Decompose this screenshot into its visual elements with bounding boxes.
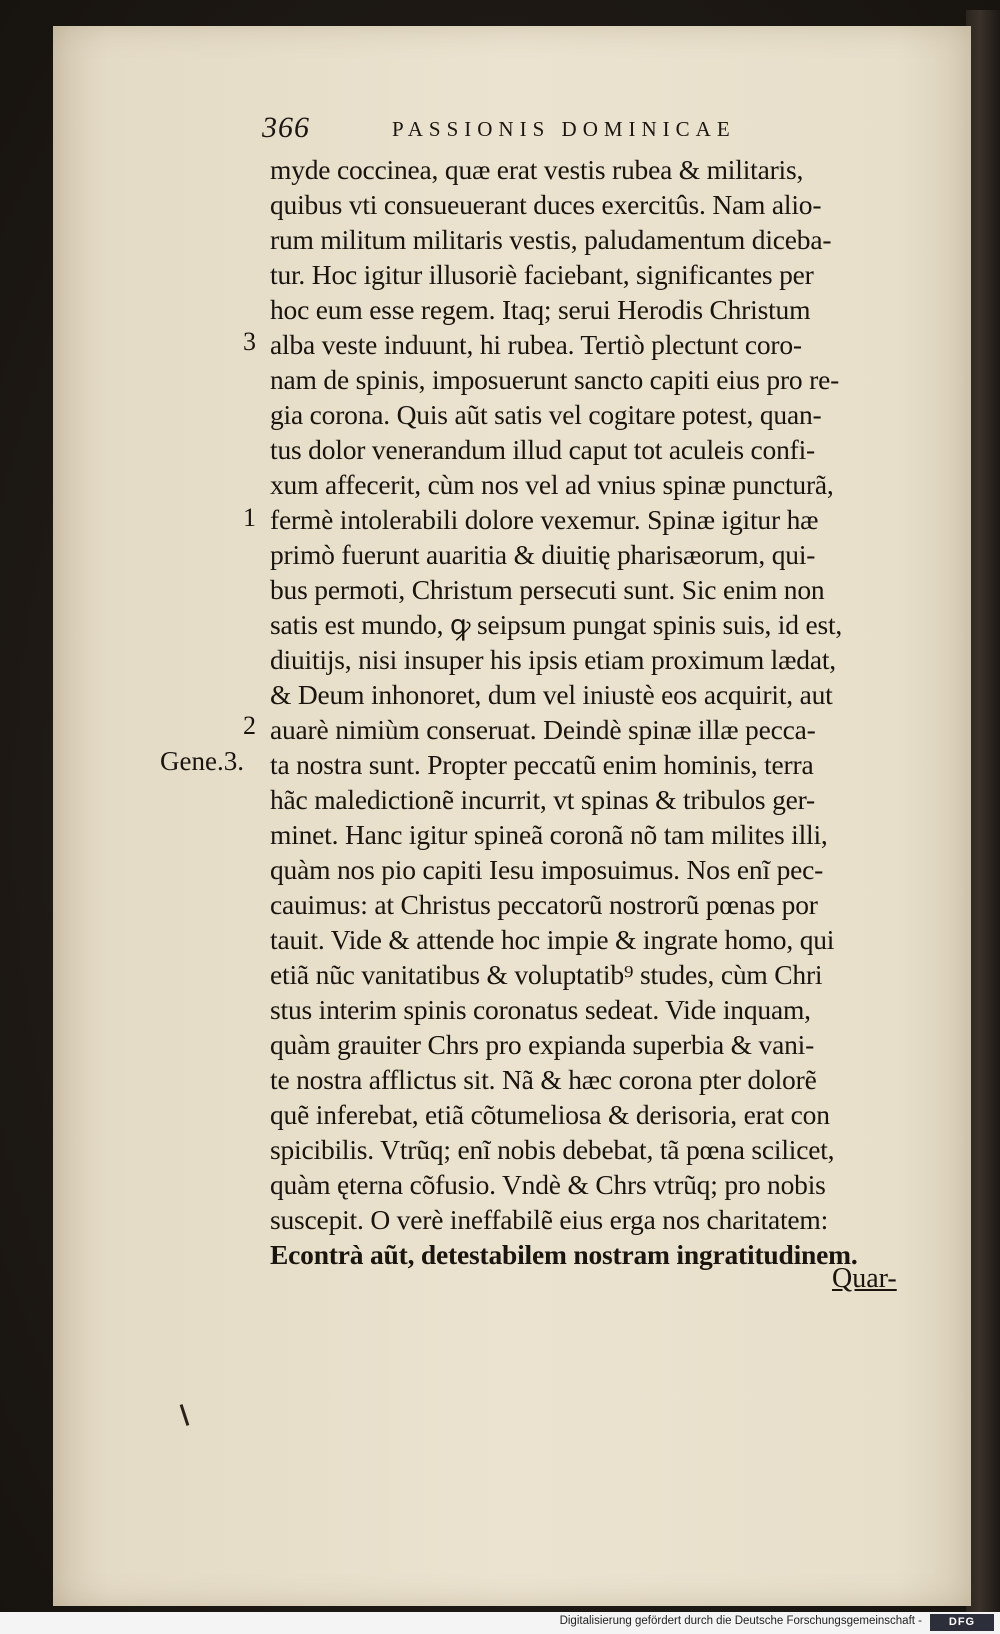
margin-number-2: 2: [243, 711, 256, 740]
text-line: Econtrà aũt, detestabilem nostram ingratitudinem.: [270, 1239, 858, 1270]
text-line: gia corona. Quis aũt satis vel cogitare potest, quan-: [270, 399, 822, 430]
text-line: rum militum militaris vestis, paludamentum diceba-: [270, 224, 832, 255]
text-line: satis est mundo, ꝙ seipsum pungat spinis suis, id est,: [270, 609, 843, 640]
text-line: & Deum inhonoret, dum vel iniustè eos acquirit, aut: [270, 679, 833, 710]
text-line: ta nostra sunt. Propter peccatũ enim hominis, terra: [270, 749, 814, 780]
text-line: minet. Hanc igitur spineã coronã nõ tam milites illi,: [270, 819, 828, 850]
text-line: tus dolor venerandum illud caput tot aculeis confi-: [270, 434, 815, 465]
text-line: fermè intolerabili dolore vexemur. Spinæ igitur hæ: [270, 504, 819, 535]
text-line: xum affecerit, cùm nos vel ad vnius spinæ puncturã,: [270, 469, 834, 500]
facing-page-edge: [966, 10, 1000, 1616]
text-line: diuitijs, nisi insuper his ipsis etiam proximum lædat,: [270, 644, 836, 675]
running-head: PASSIONIS DOMINICAE: [392, 117, 736, 141]
text-line: stus interim spinis coronatus sedeat. Vide inquam,: [270, 994, 811, 1025]
text-line: quẽ inferebat, etiã cõtumeliosa & derisoria, erat con: [270, 1099, 830, 1130]
footer-text: Digitalisierung gefördert durch die Deutsche Forschungsgemeinschaft -: [559, 1615, 922, 1627]
text-line: quibus vti consueuerant duces exercitûs. Nam alio-: [270, 189, 822, 220]
text-line: primò fuerunt auaritia & diuitię pharisæorum, qui-: [270, 539, 816, 570]
text-line: cauimus: at Christus peccatorũ nostrorũ pœnas por: [270, 889, 818, 920]
text-line: alba veste induunt, hi rubea. Tertiò plectunt coro-: [270, 329, 802, 360]
margin-reference-genesis: Gene.3.: [160, 746, 244, 776]
text-line: hãc maledictionẽ incurrit, vt spinas & tribulos ger-: [270, 784, 816, 815]
page-number: 366: [262, 111, 310, 144]
margin-number-3: 3: [243, 327, 256, 356]
digitization-footer: [0, 1612, 1000, 1634]
margin-number-1: 1: [243, 503, 256, 532]
text-line: auarè nimiùm conseruat. Deindè spinæ illæ pecca-: [270, 714, 816, 745]
text-line: te nostra afflictus sit. Nã & hæc corona pter dolorẽ: [270, 1064, 817, 1095]
text-line: myde coccinea, quæ erat vestis rubea & militaris,: [270, 154, 804, 185]
text-line: spicibilis. Vtrũq; enĩ nobis debebat, tã pœna scilicet,: [270, 1134, 835, 1165]
page-header: [262, 111, 822, 151]
dfg-logo-icon[interactable]: DFG: [930, 1614, 994, 1631]
text-line: tauit. Vide & attende hoc impie & ingrate homo, qui: [270, 924, 835, 955]
text-line: quàm ęterna cõfusio. Vndè & Chrs vtrũq; pro nobis: [270, 1169, 826, 1200]
catchword: Quar-: [832, 1263, 897, 1294]
text-line: etiã nũc vanitatibus & voluptatib⁹ studes, cùm Chri: [270, 959, 823, 990]
text-line: bus permoti, Christum persecuti sunt. Sic enim non: [270, 574, 825, 605]
text-line: suscepit. O verè ineffabilẽ eius erga nos charitatem:: [270, 1204, 829, 1235]
text-line: quàm nos pio capiti Iesu imposuimus. Nos enĩ pec-: [270, 854, 824, 885]
text-line: hoc eum esse regem. Itaq; serui Herodis Christum: [270, 294, 811, 325]
text-line: nam de spinis, imposuerunt sancto capiti eius pro re-: [270, 364, 840, 395]
text-line: quàm grauiter Chrs pro expianda superbia & vani-: [270, 1029, 815, 1060]
text-line: tur. Hoc igitur illusoriè faciebant, significantes per: [270, 259, 814, 290]
